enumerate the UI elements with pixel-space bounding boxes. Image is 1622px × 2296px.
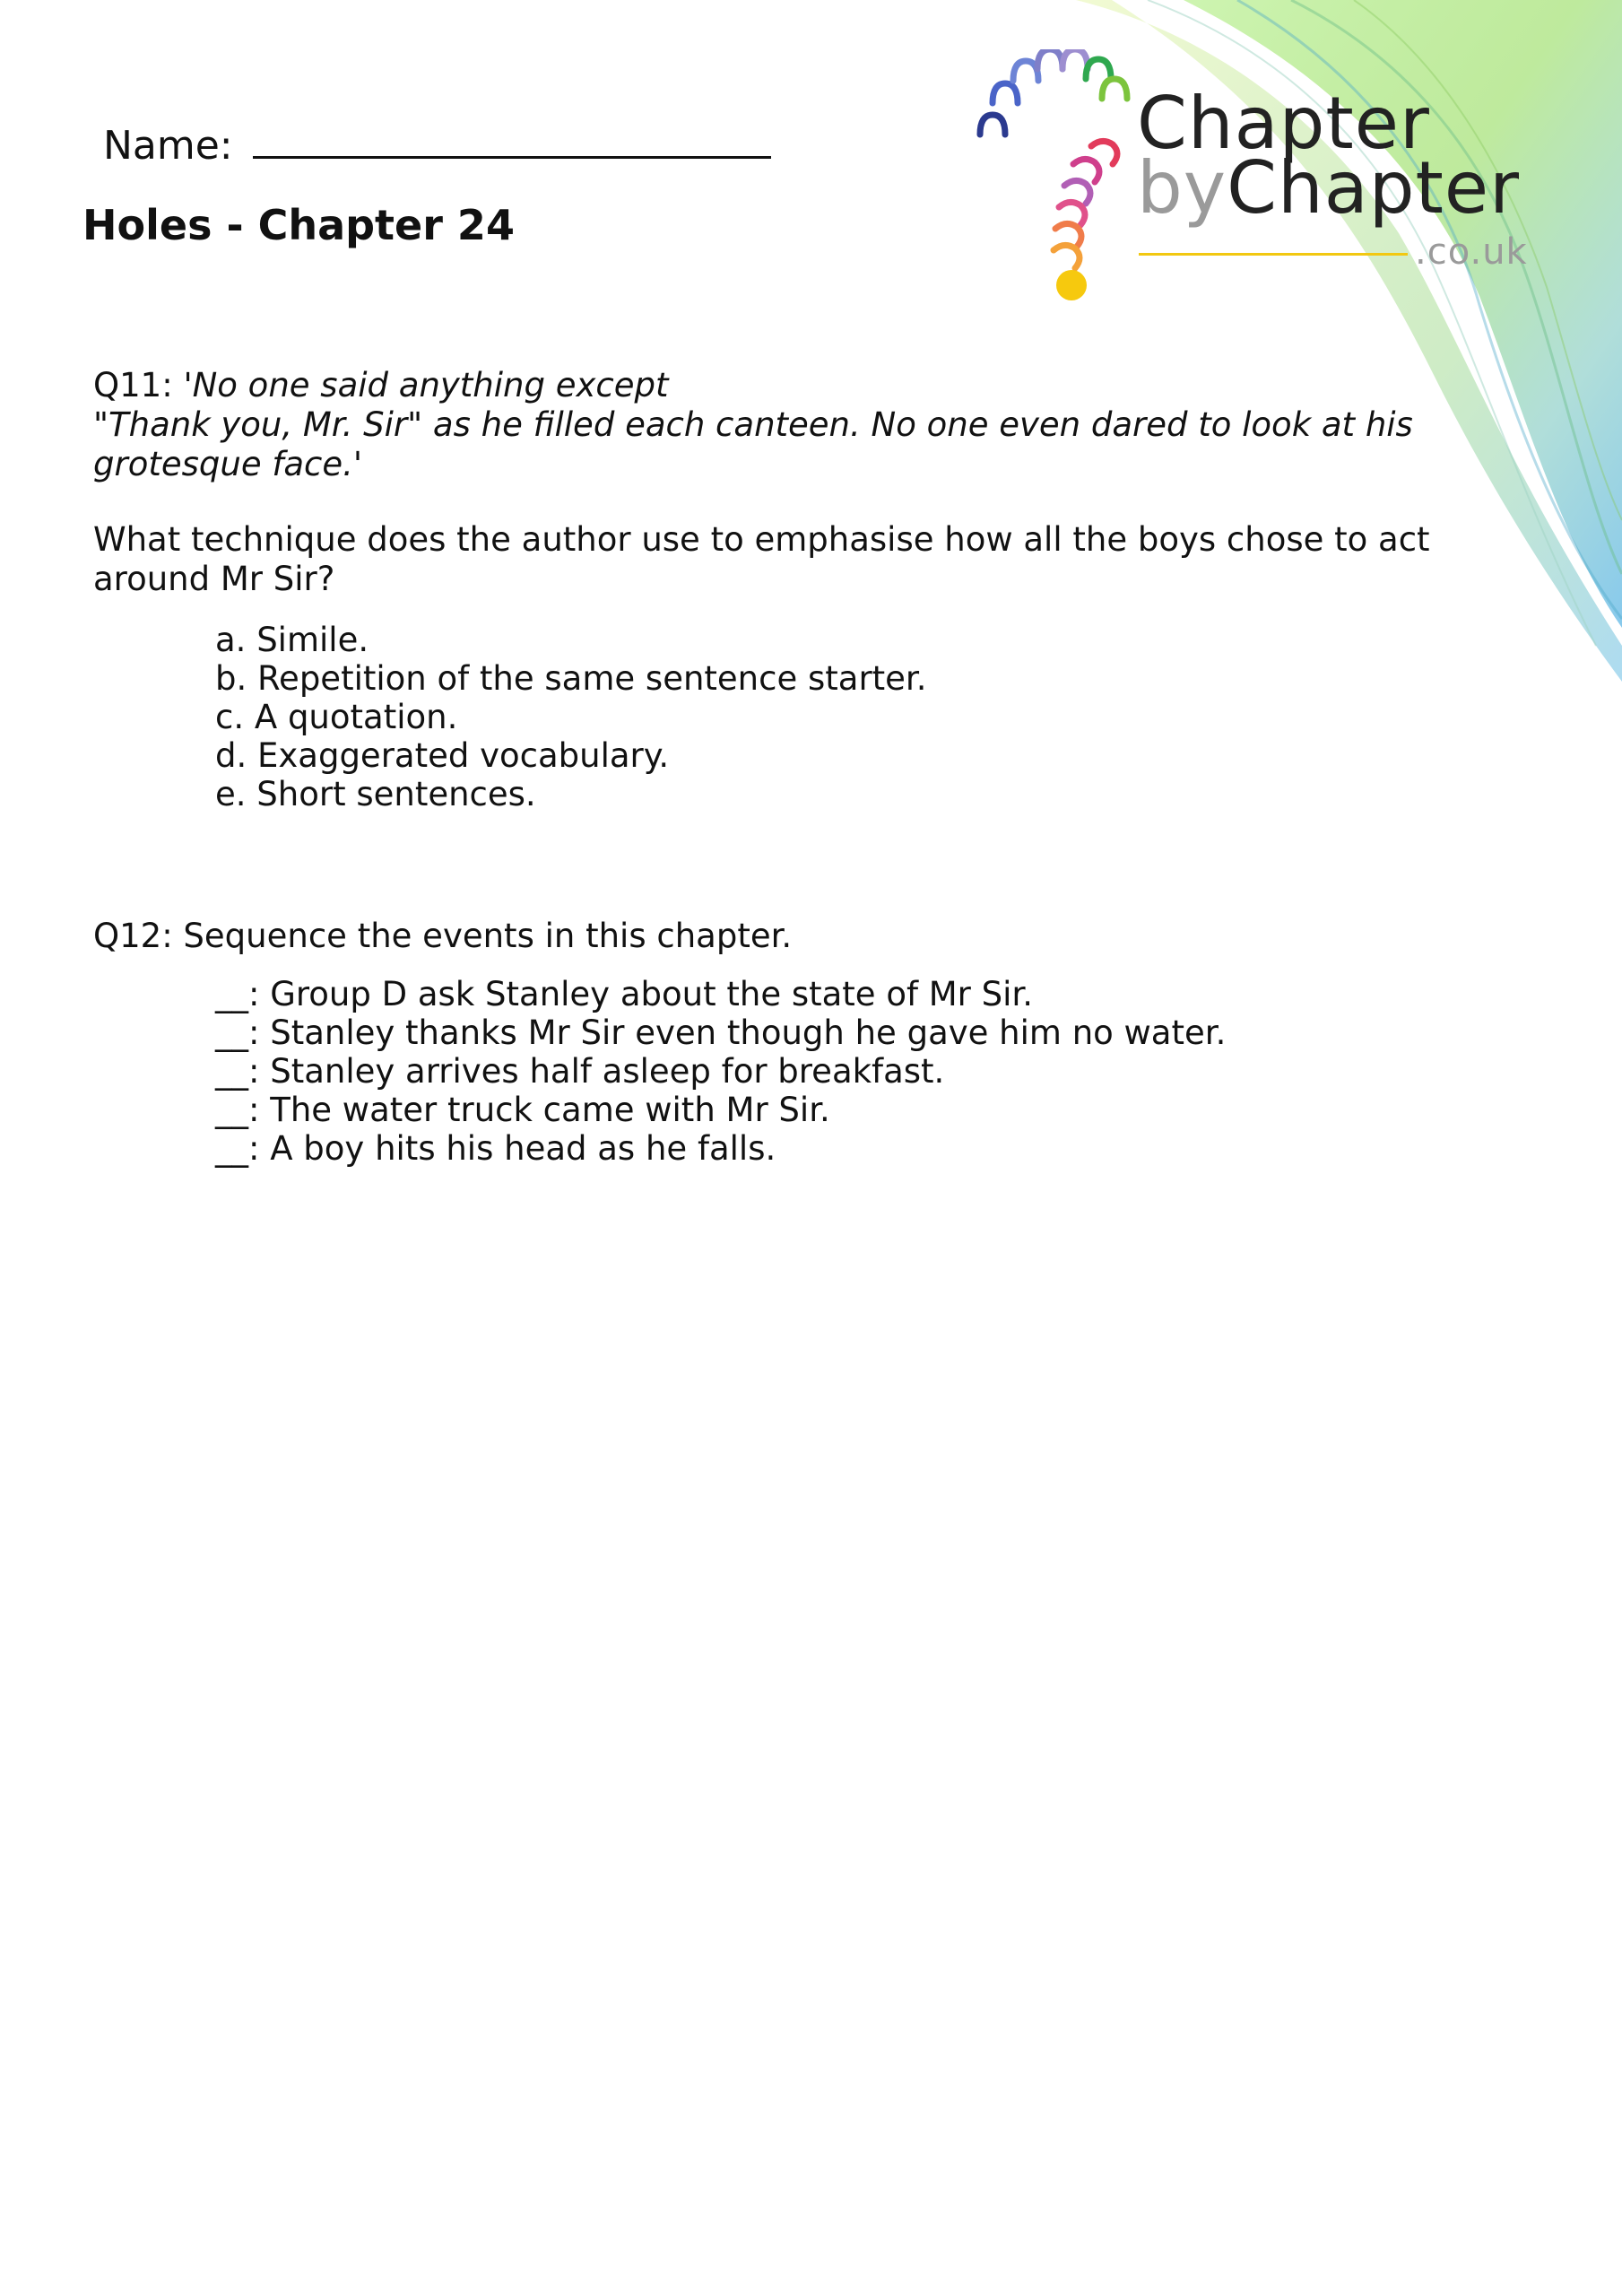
q12-event-4[interactable]: __: The water truck came with Mr Sir.: [215, 1091, 830, 1129]
q11-options: [215, 621, 927, 813]
q11-label: Q11:: [93, 366, 173, 404]
name-label: Name:: [103, 123, 233, 169]
q11-quote-line-2: "Thank you, Mr. Sir" as he filled each canteen. No one even dared to look at his grotesque face.': [93, 405, 1413, 483]
logo-domain: .co.uk: [1415, 231, 1528, 273]
q11-option-c[interactable]: c. A quotation.: [215, 698, 458, 736]
name-blank-line[interactable]: [253, 115, 771, 159]
q11-quote-block: [93, 366, 1456, 484]
logo-word-by: by: [1137, 146, 1227, 230]
q11-option-b[interactable]: b. Repetition of the same sentence starter.: [215, 659, 927, 698]
q12-event-1[interactable]: __: Group D ask Stanley about the state of Mr Sir.: [215, 975, 1033, 1013]
q11-option-a[interactable]: a. Simile.: [215, 621, 369, 659]
worksheet-title: Holes - Chapter 24: [82, 201, 515, 249]
q12-event-5[interactable]: __: A boy hits his head as he falls.: [215, 1129, 776, 1168]
q11-option-d[interactable]: d. Exaggerated vocabulary.: [215, 736, 670, 775]
q11-prompt: What technique does the author use to emphasise how all the boys chose to act around Mr Sir?: [93, 520, 1430, 598]
q12-event-3[interactable]: __: Stanley arrives half asleep for breakfast.: [215, 1052, 945, 1091]
name-row: [103, 115, 771, 169]
logo-wordmark: [1137, 82, 1520, 230]
q12-events: [215, 975, 1226, 1168]
logo-word-chapter: Chapter: [1137, 82, 1430, 165]
logo-word-chapter-2: Chapter: [1227, 146, 1520, 230]
q12-prompt: Q12: Sequence the events in this chapter.: [93, 917, 793, 955]
logo-underline: [1139, 253, 1408, 256]
q11-option-e[interactable]: e. Short sentences.: [215, 775, 536, 813]
q12-event-2[interactable]: __: Stanley thanks Mr Sir even though he gave him no water.: [215, 1013, 1227, 1052]
logo-word-by-chapter: [1137, 146, 1520, 230]
q11-quote-line-1: 'No one said anything except: [183, 366, 669, 404]
